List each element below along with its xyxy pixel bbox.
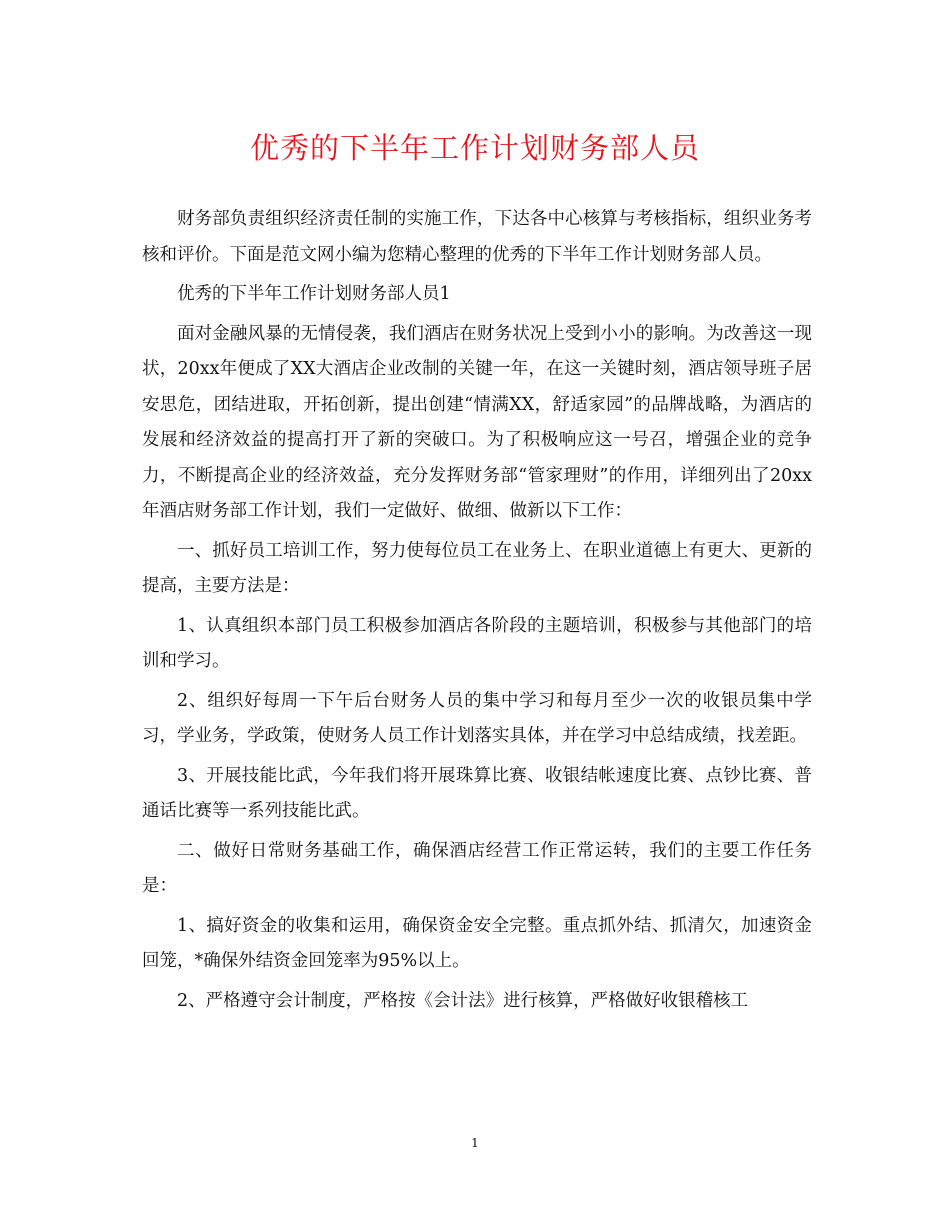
intro-paragraph: 财务部负责组织经济责任制的实施工作，下达各中心核算与考核指标，组织业务考核和评价。下面是范文网小编为您精心整理的优秀的下半年工作计划财务部人员。: [142, 209, 812, 265]
point-two-item-2: 2、严格遵守会计制度，严格按《会计法》进行核算，严格做好收银稽核工: [177, 990, 749, 1011]
document-title: 优秀的下半年工作计划财务部人员: [249, 131, 700, 165]
point-one-item-3: 3、开展技能比武，今年我们将开展珠算比赛、收银结帐速度比赛、点钞比赛、普通话比赛等一系列技能比武。: [142, 765, 812, 821]
section-heading: 优秀的下半年工作计划财务部人员1: [177, 284, 451, 304]
background-paragraph: 面对金融风暴的无情侵袭，我们酒店在财务状况上受到小小的影响。为改善这一现状，20xx年便成了XX大酒店企业改制的关键一年，在这一关键时刻，酒店领导班子居安思危，团结进取，开拓创新，提出创建“情满XX，舒适家园”的品牌战略，为酒店的发展和经济效益的提高打开了新的突破口。为了积极响应这一号召，增强企业的竞争力，不断提高企业的经济效益，充分发挥财务部“管家理财”的作用，详细列出了20xx年酒店财务部工作计划，我们一定做好、做细、做新以下工作：: [142, 323, 812, 521]
point-two-item-1: 1、搞好资金的收集和运用，确保资金安全完整。重点抓外结、抓清欠，加速资金回笼，*确保外结资金回笼率为95%以上。: [142, 915, 812, 971]
point-one-item-2: 2、组织好每周一下午后台财务人员的集中学习和每月至少一次的收银员集中学习，学业务，学政策，使财务人员工作计划落实具体，并在学习中总结成绩，找差距。: [142, 690, 812, 746]
point-one-item-1: 1、认真组织本部门员工积极参加酒店各阶段的主题培训，积极参与其他部门的培训和学习。: [142, 615, 812, 671]
point-two-paragraph: 二、做好日常财务基础工作，确保酒店经营工作正常运转，我们的主要工作任务是：: [142, 840, 812, 896]
point-one-paragraph: 一、抓好员工培训工作，努力使每位员工在业务上、在职业道德上有更大、更新的提高，主要方法是：: [142, 540, 812, 596]
document-body: [142, 202, 812, 1023]
page-number: 1: [471, 1136, 479, 1150]
